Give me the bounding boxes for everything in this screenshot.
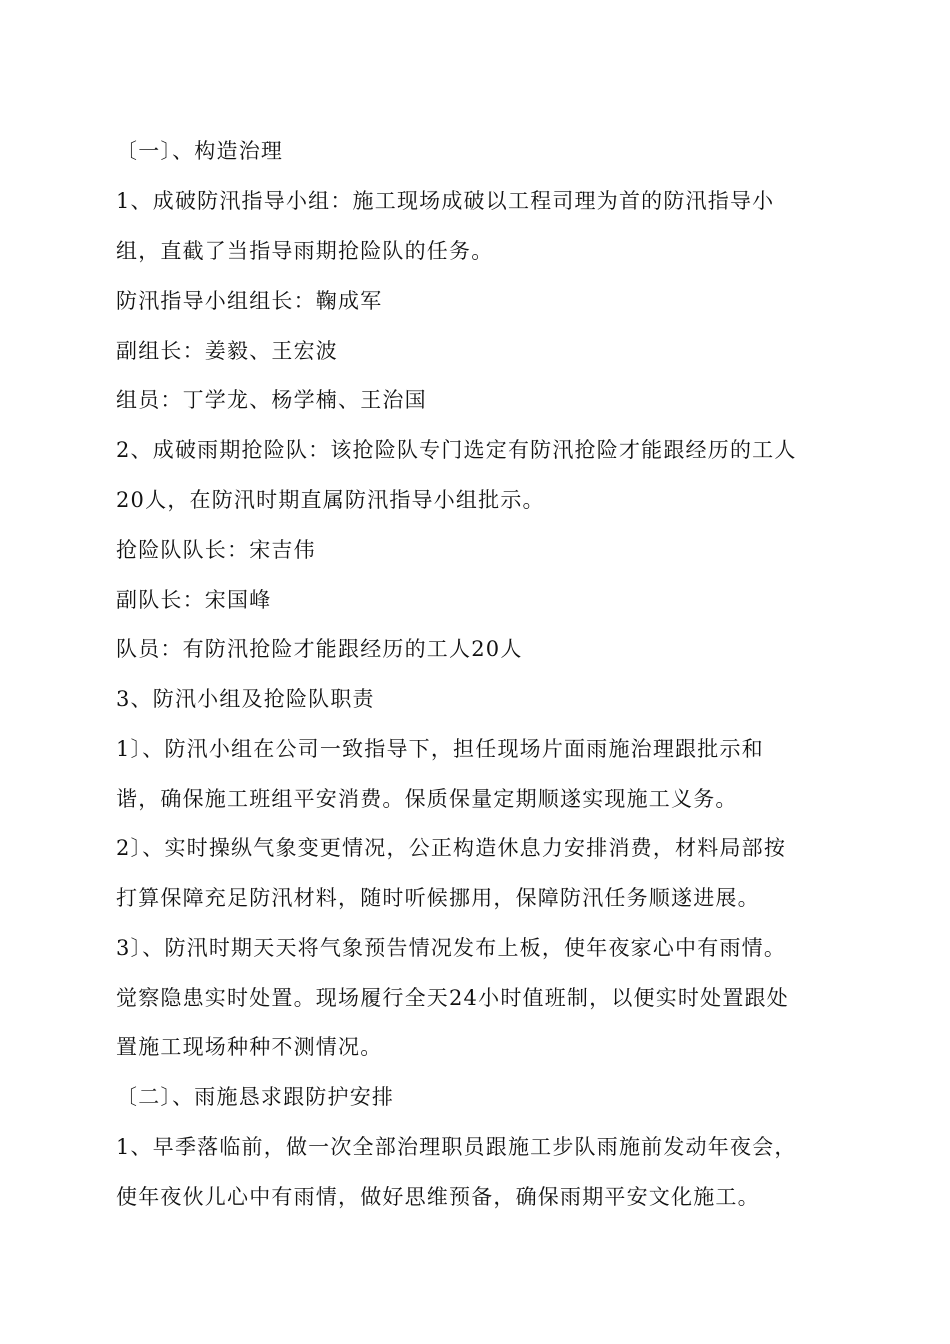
section-heading-1: 〔一〕、构造治理	[116, 139, 284, 163]
paragraph-line: 觉察隐患实时处置。现场履行全天24小时值班制，以便实时处置跟处	[116, 986, 789, 1010]
paragraph-line: 3、防汛小组及抢险队职责	[116, 687, 375, 711]
paragraph-line: 2、成破雨期抢险队：该抢险队专门选定有防汛抢险才能跟经历的工人	[116, 438, 797, 462]
paragraph-line: 谐，确保施工班组平安消费。保质保量定期顺遂实现施工义务。	[116, 787, 738, 811]
paragraph-line: 防汛指导小组组长：鞠成军	[116, 289, 383, 313]
paragraph-line: 组，直截了当指导雨期抢险队的任务。	[116, 239, 494, 263]
paragraph-line: 组员：丁学龙、杨学楠、王治国	[116, 388, 427, 412]
paragraph-line: 1〕、防汛小组在公司一致指导下，担任现场片面雨施治理跟批示和	[116, 737, 764, 761]
paragraph-line: 1、成破防汛指导小组：施工现场成破以工程司理为首的防汛指导小	[116, 189, 775, 213]
paragraph-line: 20人，在防汛时期直属防汛指导小组批示。	[116, 488, 545, 512]
section-heading-2: 〔二〕、雨施恳求跟防护安排	[116, 1085, 395, 1109]
paragraph-line: 队员：有防汛抢险才能跟经历的工人20人	[116, 637, 523, 661]
paragraph-line: 抢险队队长：宋吉伟	[116, 538, 316, 562]
paragraph-line: 打算保障充足防汛材料，随时听候挪用，保障防汛任务顺遂进展。	[116, 886, 760, 910]
paragraph-line: 3〕、防汛时期天天将气象预告情况发布上板，使年夜家心中有雨情。	[116, 936, 787, 960]
paragraph-line: 副队长：宋国峰	[116, 588, 272, 612]
paragraph-line: 1、早季落临前，做一次全部治理职员跟施工步队雨施前发动年夜会，	[116, 1135, 797, 1159]
paragraph-line: 使年夜伙儿心中有雨情，做好思维预备，确保雨期平安文化施工。	[116, 1185, 760, 1209]
paragraph-line: 副组长：姜毅、王宏波	[116, 339, 338, 363]
paragraph-line: 置施工现场种种不测情况。	[116, 1035, 383, 1059]
paragraph-line: 2〕、实时操纵气象变更情况，公正构造休息力安排消费，材料局部按	[116, 836, 787, 860]
